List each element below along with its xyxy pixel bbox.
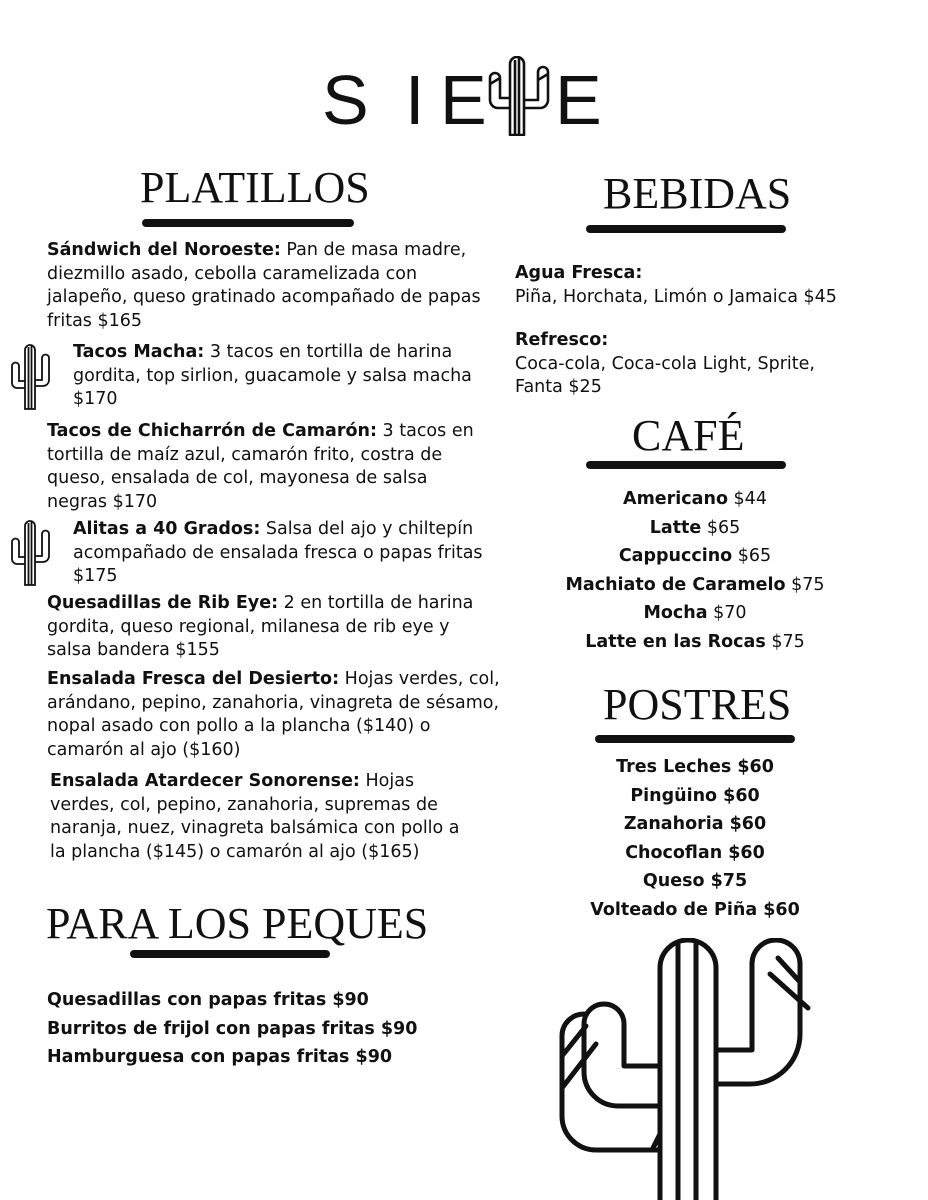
bebidas-underline <box>586 225 786 233</box>
logo-letter-e2: E <box>555 61 602 139</box>
item-price: $65 <box>732 546 772 567</box>
menu-item <box>73 518 483 589</box>
postres-underline <box>595 735 795 743</box>
menu-item <box>47 668 507 762</box>
list-item: Tres Leches $60 <box>616 757 774 777</box>
list-item: Zanahoria $60 <box>623 814 767 835</box>
list-item <box>530 599 860 628</box>
cafe-heading: CAFÉ <box>632 411 745 460</box>
bebidas-heading: BEBIDAS <box>603 169 792 218</box>
list-item <box>530 542 860 571</box>
list-item: Volteado de Piña $60 <box>590 899 800 920</box>
item-name: Latte <box>649 517 702 538</box>
list-item <box>530 514 860 543</box>
menu-item <box>515 262 895 309</box>
menu-item-desc: Hojas verdes, col, arándano, pepino, zanahoria, vinagreta de sésamo, nopal asado con pollo a la plancha ($140) o camarón al ajo ($160) <box>47 669 500 760</box>
list-item: Burritos de frijol con papas fritas $90 <box>47 1018 418 1039</box>
item-name: Latte en las Rocas <box>585 631 766 652</box>
list-item <box>530 628 860 657</box>
menu-item-name: Agua Fresca: <box>515 263 643 283</box>
cactus-icon <box>10 344 50 410</box>
menu-item-name: Tacos Macha: <box>73 342 205 362</box>
postres-heading: POSTRES <box>603 680 792 729</box>
menu-item-desc: Salsa del ajo y chiltepín acompañado de ensalada fresca o papas fritas $175 <box>73 519 483 586</box>
peques-underline <box>130 950 330 958</box>
menu-item-desc: 3 tacos en tortilla de harina gordita, top sirlion, guacamole y salsa macha $170 <box>73 342 472 409</box>
item-price: $75 <box>785 574 825 595</box>
menu-item-desc: Piña, Horchata, Limón o Jamaica $45 <box>515 286 837 307</box>
menu-item-name: Quesadillas de Rib Eye: <box>47 593 279 613</box>
item-name: Mocha <box>643 603 708 624</box>
item-name: Americano <box>623 489 728 509</box>
menu-item-name: Ensalada Atardecer Sonorense: <box>50 771 360 791</box>
list-item <box>530 485 860 514</box>
item-price: $65 <box>701 517 741 538</box>
list-item: Chocoflan $60 <box>625 842 765 863</box>
brand-logo <box>0 52 928 142</box>
kids-menu-list <box>47 986 417 1072</box>
menu-item-desc: Hojas verdes, col, pepino, zanahoria, supremas de naranja, nuez, vinagreta balsámica con pollo a la plancha ($145) o camarón al ajo ($165) <box>50 771 460 862</box>
item-price: $44 <box>727 489 767 509</box>
item-name: Cappuccino <box>618 546 733 567</box>
menu-item <box>47 592 492 663</box>
menu-item-name: Ensalada Fresca del Desierto: <box>47 669 340 689</box>
cafe-list <box>530 485 860 657</box>
platillos-underline <box>142 219 354 227</box>
menu-item <box>515 329 860 400</box>
list-item: Quesadillas con papas fritas $90 <box>47 990 369 1010</box>
postres-list <box>545 753 845 925</box>
cactus-icon <box>556 938 818 1200</box>
menu-item-name: Alitas a 40 Grados: <box>73 519 261 539</box>
menu-item <box>73 341 483 412</box>
list-item: Pingüino $60 <box>630 785 760 806</box>
menu-item-name: Refresco: <box>515 330 609 350</box>
menu-item <box>50 770 480 864</box>
list-item <box>530 571 860 600</box>
cactus-icon <box>10 520 50 586</box>
item-price: $70 <box>707 603 747 624</box>
menu-item <box>47 420 482 514</box>
list-item: Hamburguesa con papas fritas $90 <box>47 1047 393 1068</box>
logo-letter-s: S <box>322 61 369 139</box>
item-price: $75 <box>765 631 805 652</box>
cactus-icon <box>488 56 550 136</box>
peques-heading: PARA LOS PEQUES <box>46 899 429 948</box>
platillos-heading: PLATILLOS <box>140 163 370 212</box>
menu-item-name: Sándwich del Noroeste: <box>47 240 281 260</box>
item-name: Machiato de Caramelo <box>565 574 786 595</box>
menu-item-desc: Coca-cola, Coca-cola Light, Sprite, Fanta $25 <box>515 353 815 397</box>
logo-letter-e: E <box>440 61 487 139</box>
menu-item-desc: 3 tacos en tortilla de maíz azul, camarón frito, costra de queso, ensalada de col, mayonesa de salsa negras $170 <box>47 421 474 512</box>
menu-item-desc: 2 en tortilla de harina gordita, queso regional, milanesa de rib eye y salsa bandera $155 <box>47 593 474 660</box>
list-item: Queso $75 <box>642 871 748 892</box>
menu-item-name: Tacos de Chicharrón de Camarón: <box>47 421 377 441</box>
menu-item-desc: Pan de masa madre, diezmillo asado, cebolla caramelizada con jalapeño, queso gratinado acompañado de papas fritas $165 <box>47 240 481 331</box>
menu-item <box>47 239 487 333</box>
logo-letter-i: I <box>405 61 425 139</box>
cafe-underline <box>586 461 786 469</box>
